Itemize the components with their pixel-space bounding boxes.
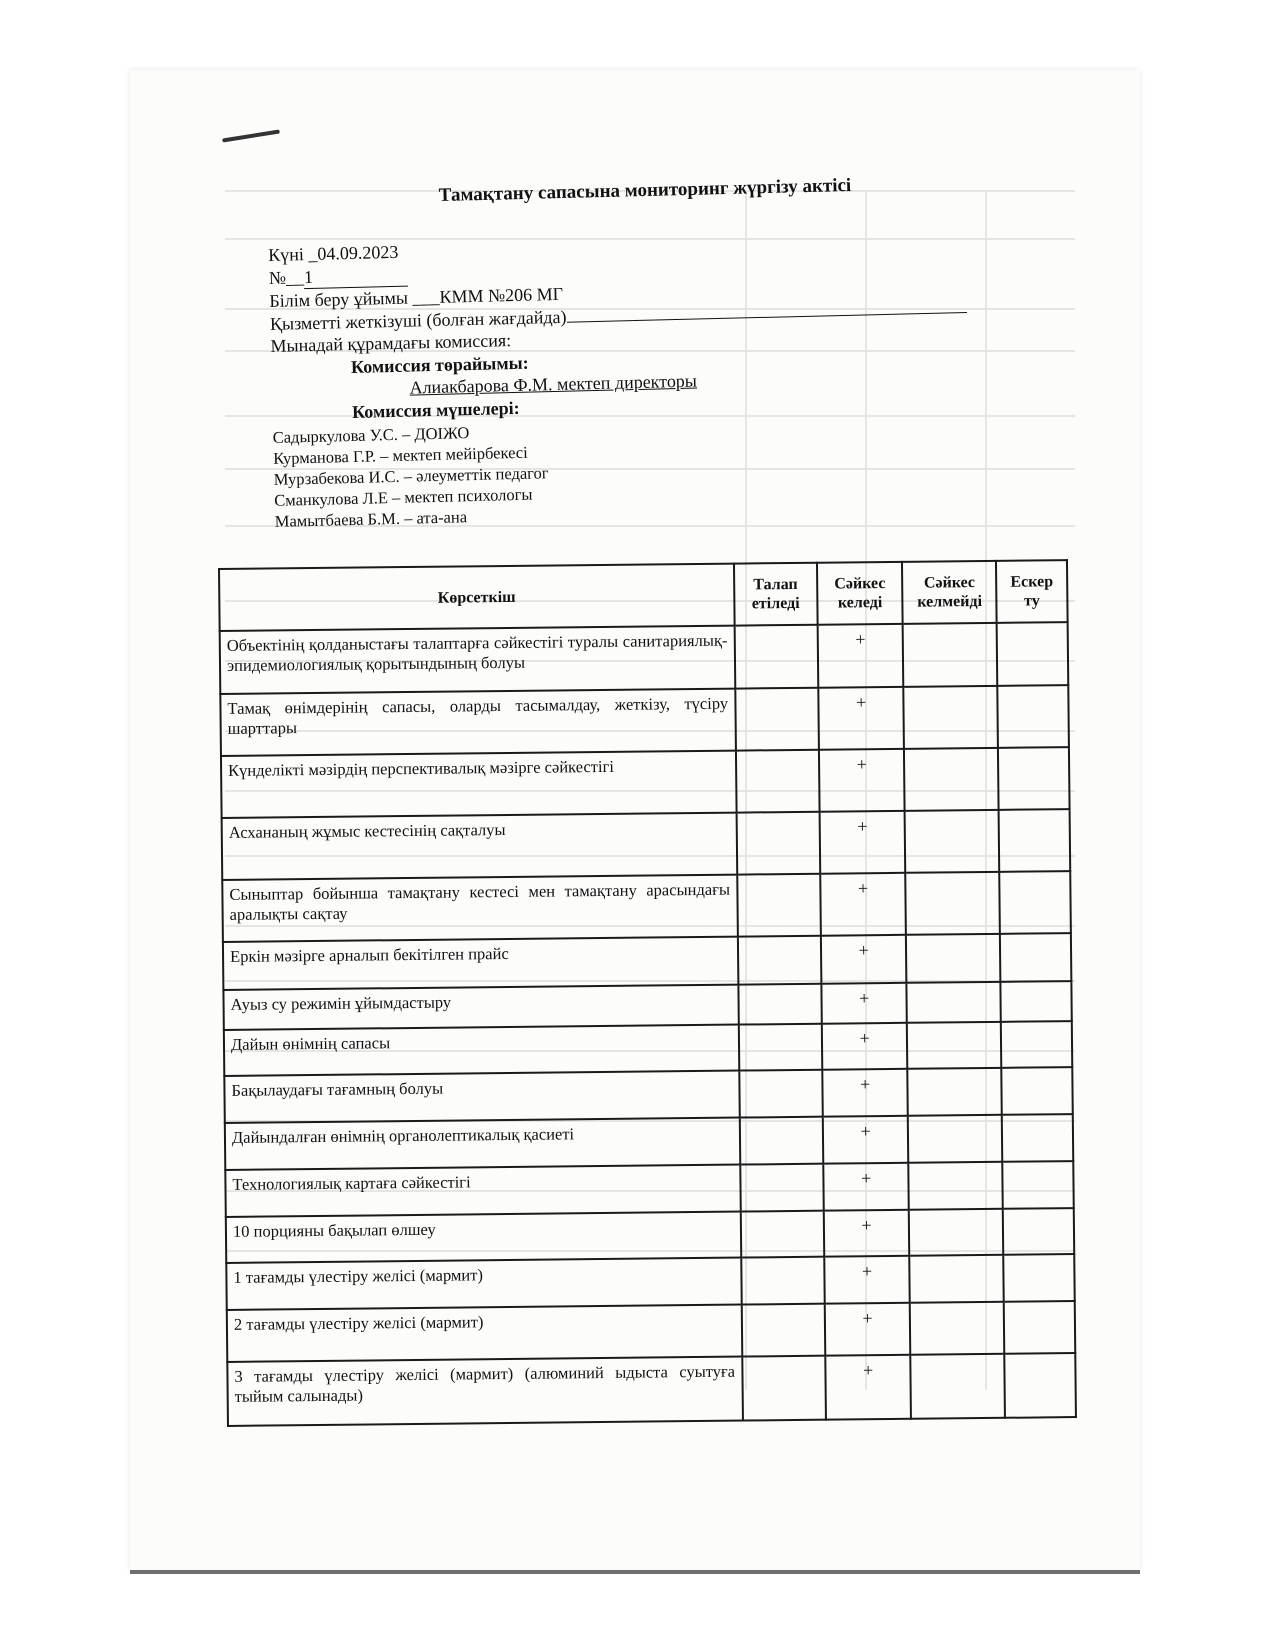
indicator-cell: Еркін мәзірге арналып бекітілген прайс bbox=[223, 937, 738, 990]
note-cell bbox=[1001, 1021, 1072, 1068]
required-cell bbox=[739, 1117, 823, 1165]
note-cell bbox=[997, 685, 1069, 748]
compliant-cell: + bbox=[818, 687, 904, 750]
noncompliant-cell bbox=[906, 934, 1000, 983]
noncompliant-cell bbox=[907, 982, 1001, 1023]
indicator-cell: Технологиялық картаға сәйкестігі bbox=[225, 1165, 740, 1217]
noncompliant-cell bbox=[904, 748, 998, 811]
compliant-cell: + bbox=[819, 749, 905, 812]
indicator-cell: 10 порцияны бақылап өлшеу bbox=[226, 1212, 741, 1263]
header-note: Ескер ту bbox=[996, 560, 1068, 623]
commission-intro: Мынадай құрамдағы комиссия: bbox=[270, 330, 512, 356]
number-field bbox=[304, 263, 409, 289]
indicator-cell: 3 тағамды үлестіру желісі (мармит) (алюминий ыдыста суытуға тыйым салынады) bbox=[227, 1357, 742, 1426]
members-label: Комиссия мүшелері: bbox=[351, 397, 520, 422]
indicator-cell: Күнделікті мәзірдің перспективалық мәзірге сәйкестігі bbox=[221, 751, 736, 818]
compliant-cell: + bbox=[818, 624, 904, 688]
noncompliant-cell bbox=[910, 1255, 1004, 1303]
noncompliant-cell bbox=[907, 1022, 1001, 1069]
compliant-cell: + bbox=[824, 1256, 910, 1304]
noncompliant-cell bbox=[903, 623, 997, 687]
member-item: Мамытбаева Б.М. – ата-ана bbox=[274, 507, 468, 531]
required-cell bbox=[741, 1257, 825, 1305]
noncompliant-cell bbox=[904, 686, 998, 749]
chair-label: Комиссия төрайымы: bbox=[350, 352, 529, 377]
chair-name: Алиакбарова Ф.М. мектеп директоры bbox=[409, 370, 698, 398]
note-cell bbox=[997, 622, 1069, 686]
noncompliant-cell bbox=[909, 1162, 1003, 1210]
indicator-cell: Асхананың жұмыс кестесінің сақталуы bbox=[222, 813, 737, 880]
table-row bbox=[227, 1353, 1076, 1426]
required-cell bbox=[734, 625, 818, 689]
note-cell bbox=[1002, 1114, 1073, 1162]
indicator-cell: Тамақ өнімдерінің сапасы, оларды тасымалдау, жеткізу, түсіру шарттары bbox=[220, 689, 735, 756]
members-list bbox=[272, 413, 834, 532]
note-cell bbox=[1000, 933, 1071, 982]
required-cell bbox=[735, 688, 819, 751]
noncompliant-cell bbox=[905, 810, 999, 873]
note-cell bbox=[1004, 1301, 1075, 1354]
required-cell bbox=[742, 1356, 826, 1421]
note-cell bbox=[1003, 1254, 1074, 1302]
table-header-row bbox=[219, 560, 1068, 631]
document-header bbox=[268, 230, 835, 532]
required-cell bbox=[738, 936, 822, 985]
date-label: Күні _ bbox=[268, 243, 318, 265]
indicator-cell: Дайындалған өнімнің органолептикалық қасиеті bbox=[225, 1118, 740, 1170]
header-noncompliant: Сәйкес келмейді bbox=[902, 561, 996, 624]
required-cell bbox=[741, 1304, 825, 1357]
compliant-cell: + bbox=[825, 1355, 911, 1420]
required-cell bbox=[739, 1070, 823, 1118]
required-cell bbox=[738, 1024, 822, 1071]
table-row bbox=[222, 871, 1071, 942]
table-row bbox=[222, 809, 1071, 880]
noncompliant-cell bbox=[911, 1354, 1005, 1419]
monitoring-table bbox=[218, 559, 1077, 1427]
page-bottom-edge bbox=[130, 1570, 1140, 1574]
date-value: 04.09.2023 bbox=[317, 241, 399, 264]
note-cell bbox=[1001, 981, 1072, 1022]
compliant-cell: + bbox=[821, 935, 907, 984]
required-cell bbox=[740, 1164, 824, 1212]
required-cell bbox=[740, 1211, 824, 1258]
member-item: Мурзабекова И.С. – әлеуметтік педагог bbox=[273, 463, 549, 489]
member-item: Садыркулова У.С. – ДОІЖО bbox=[272, 423, 470, 447]
note-cell bbox=[1004, 1353, 1076, 1418]
note-cell bbox=[998, 747, 1070, 810]
noncompliant-cell bbox=[906, 872, 1000, 935]
supplier-label: Қызметті жеткізуші (болған жағдайда) bbox=[269, 306, 567, 334]
header-compliant: Сәйкес келеді bbox=[817, 562, 903, 625]
note-cell bbox=[1002, 1161, 1073, 1209]
compliant-cell: + bbox=[820, 811, 906, 874]
indicator-cell: Дайын өнімнің сапасы bbox=[224, 1025, 739, 1076]
number-value: 1 bbox=[303, 266, 314, 287]
required-cell bbox=[736, 812, 820, 875]
compliant-cell: + bbox=[822, 1069, 908, 1117]
member-item: Курманова Г.Р. – мектеп мейірбекесі bbox=[273, 442, 528, 468]
indicator-cell: Бақылаудағы тағамның болуы bbox=[224, 1071, 739, 1123]
note-cell bbox=[1001, 1067, 1072, 1115]
indicator-cell: Объектінің қолданыстағы талаптарға сәйкестігі туралы санитариялық-эпидемиологиялық қорытындының болуы bbox=[220, 626, 735, 694]
compliant-cell: + bbox=[822, 1023, 908, 1070]
org-label: Білім беру ұйымы ___ bbox=[269, 286, 440, 311]
indicator-cell: Сыныптар бойынша тамақтану кестесі мен тамақтану арасындағы аралықты сақтау bbox=[222, 875, 737, 942]
noncompliant-cell bbox=[910, 1302, 1004, 1355]
noncompliant-cell bbox=[909, 1209, 1003, 1256]
table-row bbox=[220, 622, 1069, 694]
compliant-cell: + bbox=[821, 983, 907, 1024]
required-cell bbox=[737, 874, 821, 937]
note-cell bbox=[999, 871, 1071, 934]
compliant-cell: + bbox=[820, 873, 906, 936]
noncompliant-cell bbox=[908, 1115, 1002, 1163]
note-cell bbox=[999, 809, 1071, 872]
compliant-cell: + bbox=[823, 1116, 909, 1164]
header-required: Талап етіледі bbox=[734, 563, 818, 626]
compliant-cell: + bbox=[823, 1163, 909, 1211]
table-row bbox=[227, 1301, 1075, 1362]
member-item: Сманкулова Л.Е – мектеп психологы bbox=[274, 484, 533, 510]
required-cell bbox=[738, 984, 822, 1025]
indicator-cell: 1 тағамды үлестіру желісі (мармит) bbox=[226, 1258, 741, 1310]
number-label: №__ bbox=[268, 266, 305, 288]
table-row bbox=[221, 747, 1070, 818]
indicator-cell: 2 тағамды үлестіру желісі (мармит) bbox=[227, 1305, 742, 1362]
header-indicator: Көрсеткіш bbox=[219, 564, 734, 631]
compliant-cell: + bbox=[824, 1210, 910, 1257]
required-cell bbox=[736, 750, 820, 813]
document-title: Тамақтану сапасына мониторинг жүргізу актісі bbox=[438, 174, 852, 207]
note-cell bbox=[1003, 1208, 1074, 1255]
compliant-cell: + bbox=[825, 1303, 911, 1356]
org-value: КММ №206 МГ bbox=[439, 283, 564, 307]
indicator-cell: Ауыз су режимін ұйымдастыру bbox=[223, 985, 738, 1030]
table-row bbox=[220, 685, 1069, 756]
noncompliant-cell bbox=[908, 1068, 1002, 1116]
